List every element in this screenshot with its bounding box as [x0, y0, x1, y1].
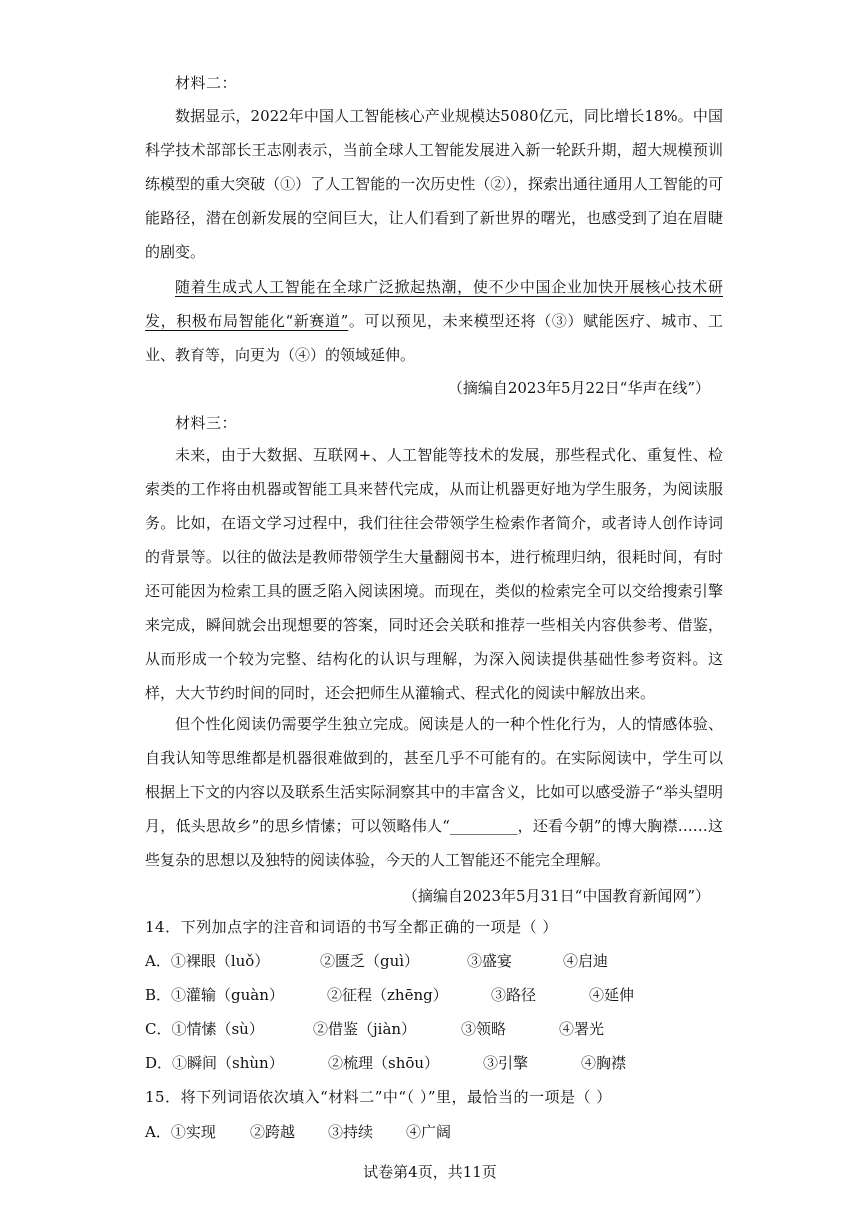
material3-paragraph-1: 未来，由于大数据、互联网+、人工智能等技术的发展，那些程式化、重复性、检索类的工作将由机器或智能工具来替代完成，从而让机器更好地为学生服务，为阅读服务。比如，在语文学习过程中，我们往往会带领学生检索作者简介，或者诗人创作诗词的背景等。以往的做法是教师带领学生大量翻阅书本，进行梳理归纳，很耗时间，有时还可能因为检索工具的匮乏陷入阅读困境。而现在，类似的检索完全可以交给搜索引擎来完成，瞬间就会出现想要的答案，同时还会关联和推荐一些相关内容供参考、借鉴，从而形成一个较为完整、结构化的认识与理解，为深入阅读提供基础性参考资料。这样，大大节约时间的同时，还会把师生从灌输式、程式化的阅读中解放出来。 — [145, 446, 723, 702]
question-15-option-a[interactable]: A．①实现 ②跨越 ③持续 ④广阔 — [145, 1123, 452, 1141]
material3-heading: 材料三： — [175, 414, 238, 432]
material3-source: （摘编自2023年5月31日“中国教育新闻网”） — [402, 887, 710, 905]
page-footer: 试卷第4页，共11页 — [363, 1163, 497, 1181]
question-14-option-a[interactable]: A．①裸眼（luǒ） ②匮乏（guì） ③盛宴 ④启迪 — [145, 952, 609, 970]
underlined-sentence: 随着生成式人工智能在全球广泛掀起热潮，使不少中国企业加快开展核心技术研发，积极布局智能化“新赛道” — [145, 278, 723, 330]
question-14-stem: 14．下列加点字的注音和词语的书写全都正确的一项是（ ） — [145, 918, 558, 936]
question-15-stem: 15．将下列词语依次填入“材料二”中“（ ）”里，最恰当的一项是（ ） — [145, 1088, 612, 1106]
question-14-option-b[interactable]: B．①灌输（guàn） ②征程（zhēng） ③路径 ④延伸 — [145, 986, 635, 1004]
material2-paragraph-2 — [145, 270, 723, 372]
question-14-option-d[interactable]: D．①瞬间（shùn） ②梳理（shōu） ③引擎 ④胸襟 — [145, 1054, 627, 1072]
material2-paragraph-2-rest: 。可以预见，未来模型还将（③）赋能医疗、城市、工业、教育等，向更为（④）的领域延伸。 — [145, 312, 723, 364]
material2-paragraph-1: 数据显示，2022年中国人工智能核心产业规模达5080亿元，同比增长18%。中国科学技术部部长王志刚表示，当前全球人工智能发展进入新一轮跃升期，超大规模预训练模型的重大突破（①）了人工智能的一次历史性（②），探索出通往通用人工智能的可能路径，潜在创新发展的空间巨大，让人们看到了新世界的曙光，也感受到了迫在眉睫的剧变。 — [145, 107, 723, 261]
question-14-option-c[interactable]: C．①情愫（sù） ②借鉴（jiàn） ③领略 ④署光 — [145, 1020, 605, 1038]
material3-paragraph-2: 但个性化阅读仍需要学生独立完成。阅读是人的一种个性化行为，人的情感体验、自我认知等思维都是机器很难做到的，甚至几乎不可能有的。在实际阅读中，学生可以根据上下文的内容以及联系生活实际洞察其中的丰富含义，比如可以感受游子“举头望明月，低头思故乡”的思乡情愫；可以领略伟人“_________，还看今朝”的博大胸襟……这些复杂的思想以及独特的阅读体验，今天的人工智能还不能完全理解。 — [145, 715, 723, 869]
material2-source: （摘编自2023年5月22日“华声在线”） — [447, 379, 710, 397]
material2-heading: 材料二： — [175, 74, 238, 92]
